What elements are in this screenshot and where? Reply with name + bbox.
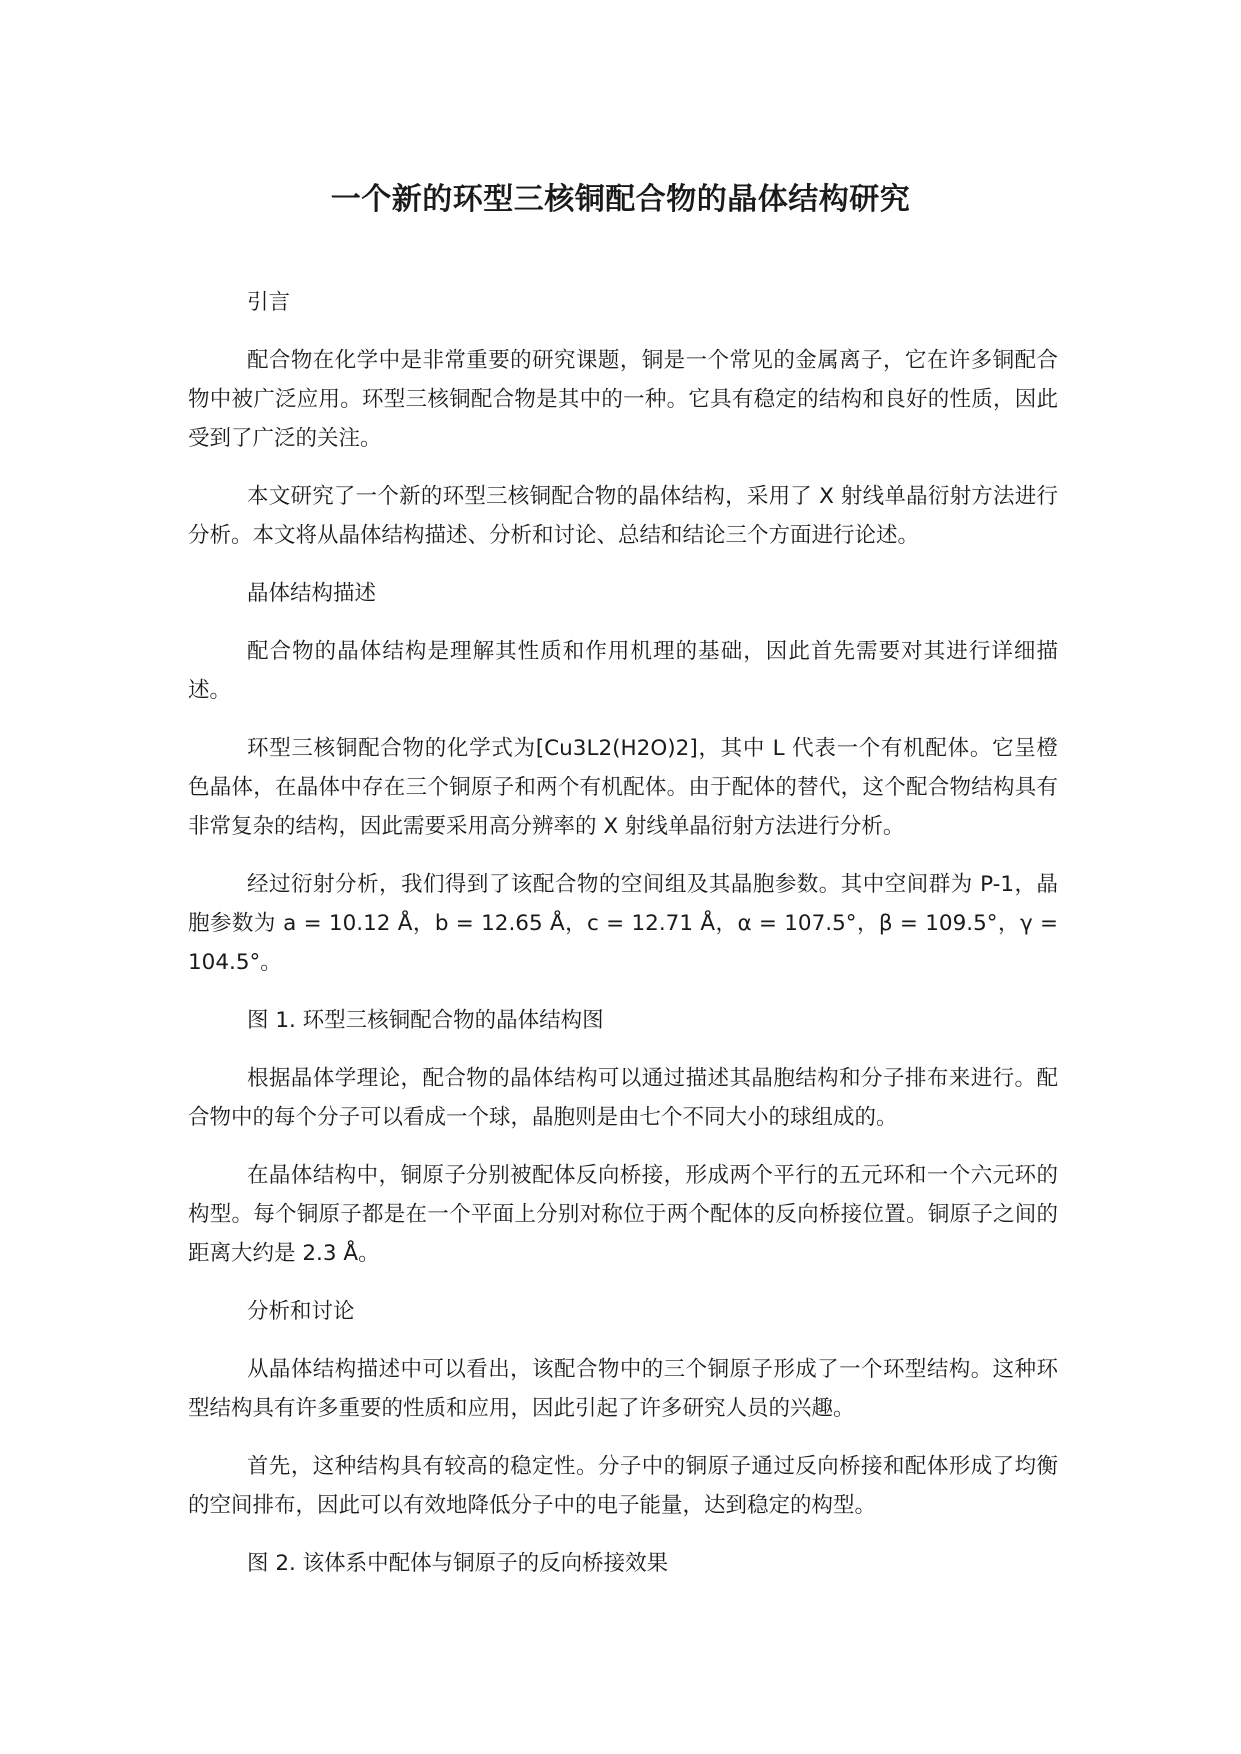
- section-heading-intro: 引言: [247, 290, 291, 315]
- paragraph: 环型三核铜配合物的化学式为[Cu3L2(H2O)2]，其中 L 代表一个有机配体。它呈橙色晶体，在晶体中存在三个铜原子和两个有机配体。由于配体的替代，这个配合物结构具有非常复杂的结构，因此需要采用高分辨率的 X 射线单晶衍射方法进行分析。: [188, 736, 1058, 839]
- figure-caption-1: 图 1. 环型三核铜配合物的晶体结构图: [247, 1008, 604, 1033]
- document-title: 一个新的环型三核铜配合物的晶体结构研究: [330, 182, 911, 217]
- paragraph: 本文研究了一个新的环型三核铜配合物的晶体结构，采用了 X 射线单晶衍射方法进行分析。本文将从晶体结构描述、分析和讨论、总结和结论三个方面进行论述。: [188, 484, 1058, 548]
- paragraph: 首先，这种结构具有较高的稳定性。分子中的铜原子通过反向桥接和配体形成了均衡的空间排布，因此可以有效地降低分子中的电子能量，达到稳定的构型。: [188, 1454, 1058, 1518]
- paragraph: 配合物在化学中是非常重要的研究课题，铜是一个常见的金属离子，它在许多铜配合物中被广泛应用。环型三核铜配合物是其中的一种。它具有稳定的结构和良好的性质，因此受到了广泛的关注。: [188, 348, 1058, 451]
- paragraph: 经过衍射分析，我们得到了该配合物的空间组及其晶胞参数。其中空间群为 P-1，晶胞参数为 a = 10.12 Å，b = 12.65 Å，c = 12.71 Å，α = 107.5°，β = 109.5°，γ = 104.5°。: [188, 872, 1058, 975]
- paragraph: 从晶体结构描述中可以看出，该配合物中的三个铜原子形成了一个环型结构。这种环型结构具有许多重要的性质和应用，因此引起了许多研究人员的兴趣。: [188, 1357, 1058, 1421]
- document-body: [188, 283, 1058, 1602]
- section-heading-crystal-structure: 晶体结构描述: [247, 581, 377, 606]
- paragraph: 配合物的晶体结构是理解其性质和作用机理的基础，因此首先需要对其进行详细描述。: [188, 639, 1058, 703]
- paragraph: 根据晶体学理论，配合物的晶体结构可以通过描述其晶胞结构和分子排布来进行。配合物中的每个分子可以看成一个球，晶胞则是由七个不同大小的球组成的。: [188, 1066, 1058, 1130]
- section-heading-analysis: 分析和讨论: [247, 1299, 355, 1324]
- paragraph: 在晶体结构中，铜原子分别被配体反向桥接，形成两个平行的五元环和一个六元环的构型。每个铜原子都是在一个平面上分别对称位于两个配体的反向桥接位置。铜原子之间的距离大约是 2.3 Å。: [188, 1163, 1058, 1266]
- figure-caption-2: 图 2. 该体系中配体与铜原子的反向桥接效果: [247, 1551, 669, 1576]
